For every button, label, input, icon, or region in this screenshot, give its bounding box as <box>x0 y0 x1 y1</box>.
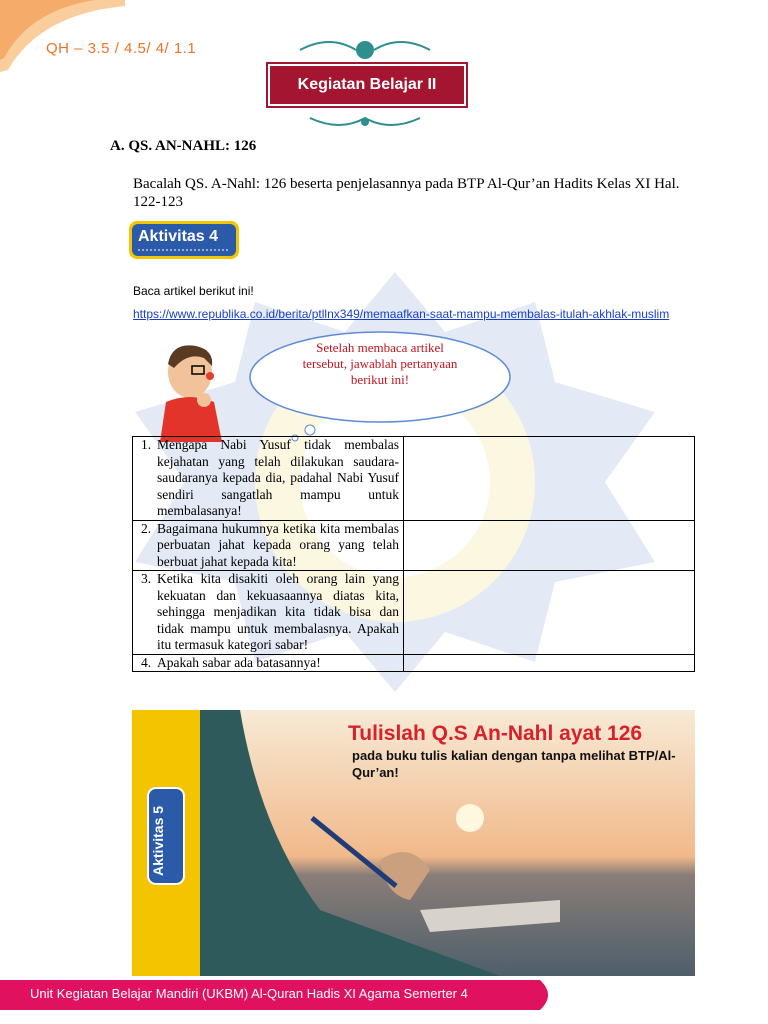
activity-4-badge <box>128 220 240 260</box>
question-number: 2. <box>141 520 152 536</box>
thinking-person-illustration <box>152 342 232 442</box>
activity-5-subtitle: pada buku tulis kalian dengan tanpa melihat BTP/Al-Qur’an! <box>352 748 676 780</box>
question-text: Bagaimana hukumnya ketika kita membalas perbuatan jahat kepada orang yang telah berbuat jahat kepada kita! <box>157 520 399 569</box>
answer-cell[interactable] <box>404 520 695 571</box>
question-text: Apakah sabar ada batasannya! <box>157 654 321 670</box>
activity-5-title: Tulislah Q.S An-Nahl ayat 126 <box>348 722 643 745</box>
answer-cell[interactable] <box>404 571 695 655</box>
section-heading: A. QS. AN-NAHL: 126 <box>110 138 257 154</box>
article-link[interactable]: https://www.republika.co.id/berita/ptllnx349/memaafkan-saat-mampu-membalas-itulah-akhlak-muslim <box>133 307 670 321</box>
question-number: 3. <box>141 571 152 586</box>
activity-5-label: Aktivitas 5 <box>150 805 166 876</box>
question-number: 4. <box>141 654 152 670</box>
footer-text: Unit Kegiatan Belajar Mandiri (UKBM) Al-Quran Hadis XI Agama Semerter 4 <box>30 986 468 1001</box>
activity-5-strip <box>132 710 200 976</box>
question-text: Ketika kita disakiti oleh orang lain yang kekuatan dan kekuasaannya diatas kita, sehingga menjadikan kita tidak bisa dan tidak mampu untuk membalasnya. Apakah itu termasuk kategori sabar! <box>157 571 399 652</box>
instruction-text: Baca artikel berikut ini! <box>133 284 254 298</box>
section-banner: Kegiatan Belajar II <box>268 64 466 106</box>
question-text: Mengapa Nabi Yusuf tidak membalas kejahatan yang telah dilakukan saudara-saudaranya kepada dia, padahal Nabi Yusuf sendiri sangatlah mampu untuk membalasanya! <box>157 437 399 518</box>
question-table <box>132 436 695 672</box>
activity-4-label: Aktivitas 4 <box>138 228 219 245</box>
table-row <box>133 437 695 521</box>
answer-cell[interactable] <box>404 654 695 672</box>
table-row <box>133 571 695 655</box>
question-number: 1. <box>141 437 152 452</box>
intro-paragraph: Bacalah QS. A-Nahl: 126 beserta penjelasannya pada BTP Al-Qur’an Hadits Kelas XI Hal. 122-123 <box>133 176 680 210</box>
table-row <box>133 654 695 672</box>
table-row <box>133 520 695 571</box>
module-code: QH – 3.5 / 4.5/ 4/ 1.1 <box>46 40 197 57</box>
bubble-text: Setelah membaca artikel tersebut, jawablah pertanyaan berikut ini! <box>302 340 458 387</box>
answer-cell[interactable] <box>404 437 695 521</box>
activity-5-badge <box>132 710 200 976</box>
